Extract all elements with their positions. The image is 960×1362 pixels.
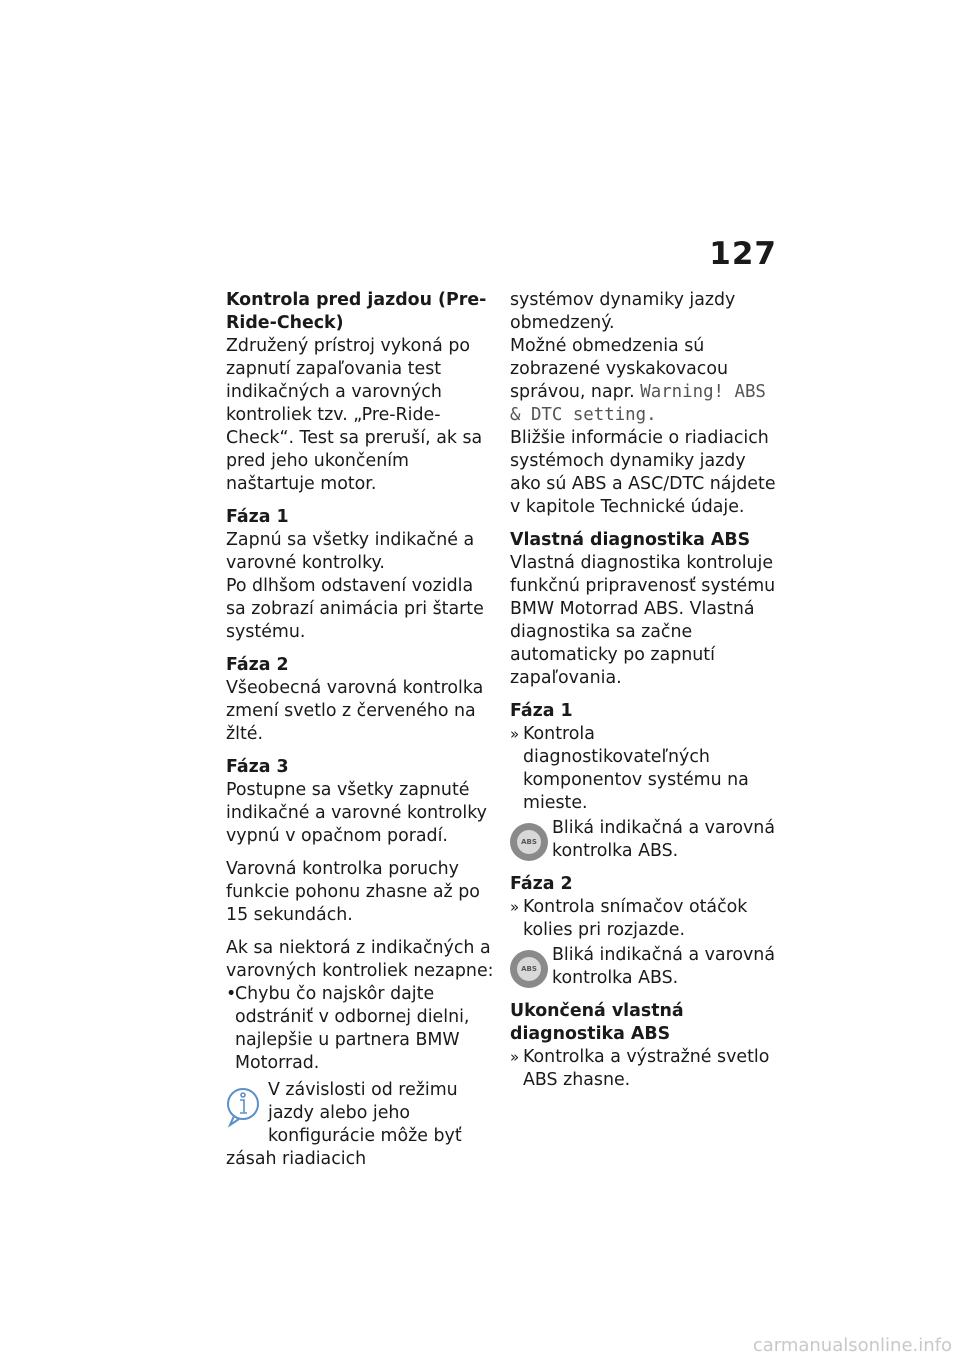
right-phase1-heading: Fáza 1 xyxy=(510,701,573,721)
continued-section xyxy=(510,289,778,519)
phase1-text-a: Zapnú sa všetky indikačné a varovné kontrolky. xyxy=(226,530,475,573)
abs-icon-label: ABS xyxy=(515,955,543,983)
end-heading: Ukončená vlastná diagnostika ABS xyxy=(510,1001,684,1044)
if-not-text: Ak sa niektorá z indikačných a varovných kontroliek nezapne: xyxy=(226,938,494,981)
phase1-item-text: Kontrola diagnostikovateľných komponentov systému na mieste. xyxy=(523,724,749,813)
list-item xyxy=(510,1046,778,1092)
warning-message: Warning! ABS & DTC setting. xyxy=(510,382,766,425)
end-item-text: Kontrolka a výstražné svetlo ABS zhasne. xyxy=(523,1047,770,1090)
more-info-text: Bližšie informácie o riadiacich systémoch dynamiky jazdy ako sú ABS a ASC/DTC nájdete v kapitole Technické údaje. xyxy=(510,428,776,517)
phase1-icon-text: Bliká indikačná a varovná kontrolka ABS. xyxy=(552,818,775,861)
phase3-text: Postupne sa všetky zapnuté indikačné a varovné kontrolky vypnú v opačnom poradí. xyxy=(226,780,487,846)
list-item xyxy=(510,723,778,815)
phase2-item-text: Kontrola snímačov otáčok kolies pri rozjazde. xyxy=(523,897,748,940)
phase1-heading: Fáza 1 xyxy=(226,507,289,527)
phase3-heading: Fáza 3 xyxy=(226,757,289,777)
right-phase2-section xyxy=(510,873,778,990)
phase1-section xyxy=(226,506,494,644)
right-phase1-section xyxy=(510,700,778,863)
pre-ride-section xyxy=(226,289,494,496)
bullet-text: Chybu čo najskôr dajte odstrániť v odbornej dielni, najlepšie u partnera BMW Motorrad. xyxy=(235,984,470,1073)
abs-warning-icon xyxy=(510,823,548,861)
abs-warning-row xyxy=(510,944,778,990)
limits-text: Možné obmedzenia sú zobrazené vyskakovacou správou, napr. xyxy=(510,336,729,402)
right-phase2-heading: Fáza 2 xyxy=(510,874,573,894)
phase1-text-b: Po dlhšom odstavení vozidla sa zobrazí animácia pri štarte systému. xyxy=(226,576,484,642)
phase3-section xyxy=(226,756,494,848)
arrow-marker: » xyxy=(510,898,520,916)
selfdiag-text: Vlastná diagnostika kontroluje funkčnú pripravenosť systému BMW Motorrad ABS. Vlastná diagnostika sa začne automaticky po zapnutí zapaľovania. xyxy=(510,553,776,688)
limits-paragraph xyxy=(510,335,778,427)
if-not-paragraph xyxy=(226,937,494,1075)
watermark: carmanualsonline.info xyxy=(752,1335,952,1356)
pre-ride-heading: Kontrola pred jazdou (Pre-Ride-Check) xyxy=(226,290,487,333)
abs-warning-row xyxy=(510,817,778,863)
drive-fault-paragraph xyxy=(226,858,494,927)
right-column xyxy=(510,289,778,1102)
phase2-heading: Fáza 2 xyxy=(226,655,289,675)
bullet-item xyxy=(226,983,494,1075)
arrow-marker: » xyxy=(510,725,520,743)
continued-text: systémov dynamiky jazdy obmedzený. xyxy=(510,290,736,333)
page-number: 127 xyxy=(709,236,777,272)
info-icon xyxy=(226,1085,262,1129)
drive-fault-text: Varovná kontrolka poruchy funkcie pohonu zhasne až po 15 sekundách. xyxy=(226,859,480,925)
end-section xyxy=(510,1000,778,1092)
abs-warning-icon xyxy=(510,950,548,988)
phase2-icon-text: Bliká indikačná a varovná kontrolka ABS. xyxy=(552,945,775,988)
abs-icon-label: ABS xyxy=(515,828,543,856)
phase2-section xyxy=(226,654,494,746)
info-text: V závislosti od režimu jazdy alebo jeho konfigurácie môže byť zásah riadiacich xyxy=(226,1080,462,1169)
list-item xyxy=(510,896,778,942)
bullet-marker: • xyxy=(226,984,237,1004)
pre-ride-text: Združený prístroj vykoná po zapnutí zapaľovania test indikačných a varovných kontroliek tzv. „Pre-Ride-Check“. Test sa preruší, ak sa pred jeho ukončením naštartuje motor. xyxy=(226,336,483,494)
info-note xyxy=(226,1079,494,1171)
arrow-marker: » xyxy=(510,1048,520,1066)
selfdiag-heading: Vlastná diagnostika ABS xyxy=(510,530,751,550)
phase2-text: Všeobecná varovná kontrolka zmení svetlo z červeného na žlté. xyxy=(226,678,484,744)
selfdiag-section xyxy=(510,529,778,690)
left-column xyxy=(226,289,494,1171)
